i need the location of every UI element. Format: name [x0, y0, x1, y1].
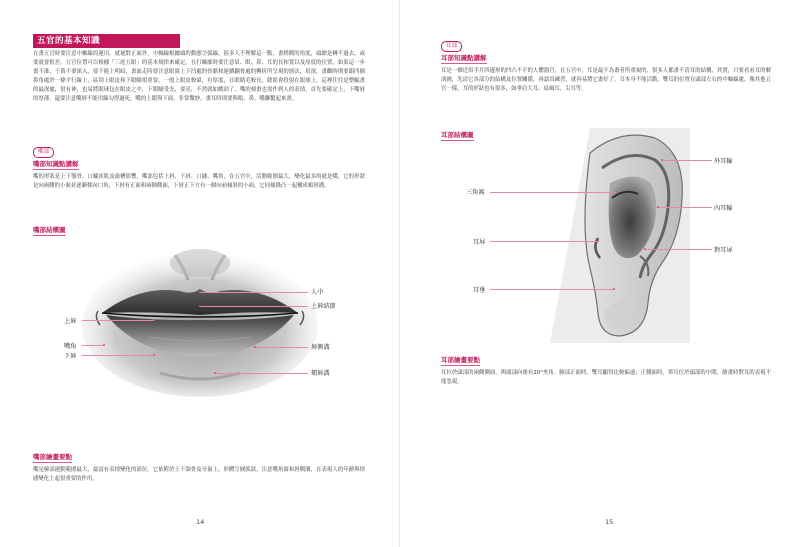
leader-dot [199, 291, 201, 293]
leader-dot [657, 206, 659, 208]
ear-knowledge-text: 耳是一個近似半月四邊形的凹凸不平的人體器官，在五官中，耳是最不為畫者所重視的，很多人都畫不清耳的結構，其實，只要看看耳的解剖圖，先清它各部分的結構及位置關係，再認真練習，就容易將它畫好了。耳本身不能活動，雙耳的位置在頭部左右的中軸線處，像其他五官一樣，耳的形狀也有很多，如垂肩大耳、扇風耳、尖耳等。 [441, 68, 771, 92]
leader-philtrum [200, 292, 308, 293]
section-badge-ear: 耳部 [441, 41, 462, 52]
mouth-knowledge-text: 嘴的形狀是上下顎骨、口輪匝肌及齒槽影響，嘴部包括上唇、下唇、口縫、嘴角，在五官中，活動範圍最大，變化最多的就是嘴，它的形狀是向兩側的小面並逐漸移向口角，下唇有正面和兩個側面，下唇正下方有一個向前傾斜的小面，它同頦隆凸一起構成頦唇溝。 [33, 174, 365, 189]
label-upper-lip: 上唇 [64, 318, 77, 325]
leader-dot [644, 248, 646, 250]
label-antitragus: 對耳屏 [714, 247, 733, 254]
mouth-drawing-tips-heading: 嘴部繪畫要點 [33, 453, 72, 461]
right-page [400, 0, 799, 547]
leader-mentolabial-groove [215, 373, 308, 374]
label-lobe: 耳垂 [473, 287, 486, 294]
leader-antitragus [645, 249, 712, 250]
mouth-drawing-tips-text: 嘴是臉部運動範圍最大、最富有表情變化的部位。它依附於上下頜骨及牙齒上，形體呈圓弧狀，注意嘴角窩和唇側溝，在表現人的年齡與情感變化上起很重要的作用。 [33, 467, 365, 482]
left-page [0, 0, 399, 547]
label-upper-lip-node: 上唇結節 [311, 303, 336, 310]
leader-upper-lip-node [200, 306, 308, 307]
section-badge-mouth: 嘴部 [33, 147, 54, 158]
mouth-diagram-heading: 嘴部結構圖 [33, 226, 66, 234]
ear-knowledge-heading: 耳部知識點講解 [441, 54, 487, 62]
leader-triangular-fossa [490, 192, 617, 193]
ear-drawing-tips-heading: 耳部繪畫要點 [441, 356, 480, 364]
leader-lower-lip [82, 355, 154, 356]
leader-dot [254, 346, 256, 348]
leader-dot [661, 159, 663, 161]
label-philtrum: 人中 [311, 289, 324, 296]
leader-dot [153, 319, 155, 321]
page-number-right: 15 [605, 518, 614, 526]
leader-lip-side-groove [255, 347, 308, 348]
label-triangular-fossa: 三角窩 [466, 189, 485, 196]
mouth-drawing [80, 245, 320, 405]
leader-tragus [490, 241, 598, 242]
leader-antihelix [658, 207, 712, 208]
leader-dot [153, 354, 155, 356]
mouth-knowledge-heading: 嘴部知識點講解 [33, 160, 79, 168]
label-mouth-corner: 嘴角 [64, 343, 77, 350]
leader-dot [597, 240, 599, 242]
leader-mouth-corner [82, 345, 104, 346]
leader-lobe [490, 289, 614, 290]
leader-dot [199, 305, 201, 307]
leader-dot [214, 372, 216, 374]
label-lower-lip: 下唇 [64, 353, 77, 360]
leader-dot [616, 191, 618, 193]
page-title: 五官的基本知識 [33, 34, 180, 48]
label-mentolabial-groove: 頦唇溝 [311, 370, 330, 377]
ear-drawing-tips-text: 耳位於頭部的兩側側面，與頭部向後有20°夾角。臉部正面時，雙耳顯得比較偏遠；正側面時，單耳位於頭部的中間，繪畫時對耳的表現不能忽視。 [441, 370, 771, 385]
leader-dot [103, 344, 105, 346]
page-number-left: 14 [196, 518, 205, 526]
leader-helix [662, 160, 712, 161]
label-helix: 外耳輪 [714, 158, 733, 165]
leader-dot [613, 288, 615, 290]
leader-upper-lip [82, 320, 154, 321]
label-tragus: 耳屏 [473, 239, 486, 246]
intro-paragraph: 在畫五官時要注意中軸線的運用。就褪對正面外，中軸線根據頭的動態呈弧線，很多人不理解這一點，畫稍側的角度，頭總是轉不過去，或要就會很差。五官位置可以根據「三庭五眼」的基本規律來確定。在打輪廓時要注意眉、眼、鼻、耳的長和寬以及厚度的位置，如果這一步畫不准，千萬不要深入，要不能上明暗，畫面走時要注意眼窩上下凹處的骨骼和連續翻骨處的轉折所呈現的層次，眉深，畫觀時則要跟四個鼻角處於一條平行線上，區別上眼皮和下眼瞼很重要，一般上眼皮較暈，有厚度，且眼睛毛較長，陰影會投射在眼球上，這裡往往是整幅畫的最深處，很有神，也易將眼球包在眼皮之中，下眼瞼受光，要亮，不然就如戲劫了，嘴的刻畫也需作到人的表情，首先要確定上、下嘴唇的厚薄，還要注意嘴唇不能用線勾得過死，嘴的上眼與下面，非常微妙，畫耳時則要與眼、鼻、嘴聯繫起來畫。 [33, 51, 365, 102]
ear-diagram-heading: 耳部結構圖 [441, 131, 474, 139]
label-lip-side-groove: 唇側溝 [311, 344, 330, 351]
label-antihelix: 內耳輪 [714, 205, 733, 212]
